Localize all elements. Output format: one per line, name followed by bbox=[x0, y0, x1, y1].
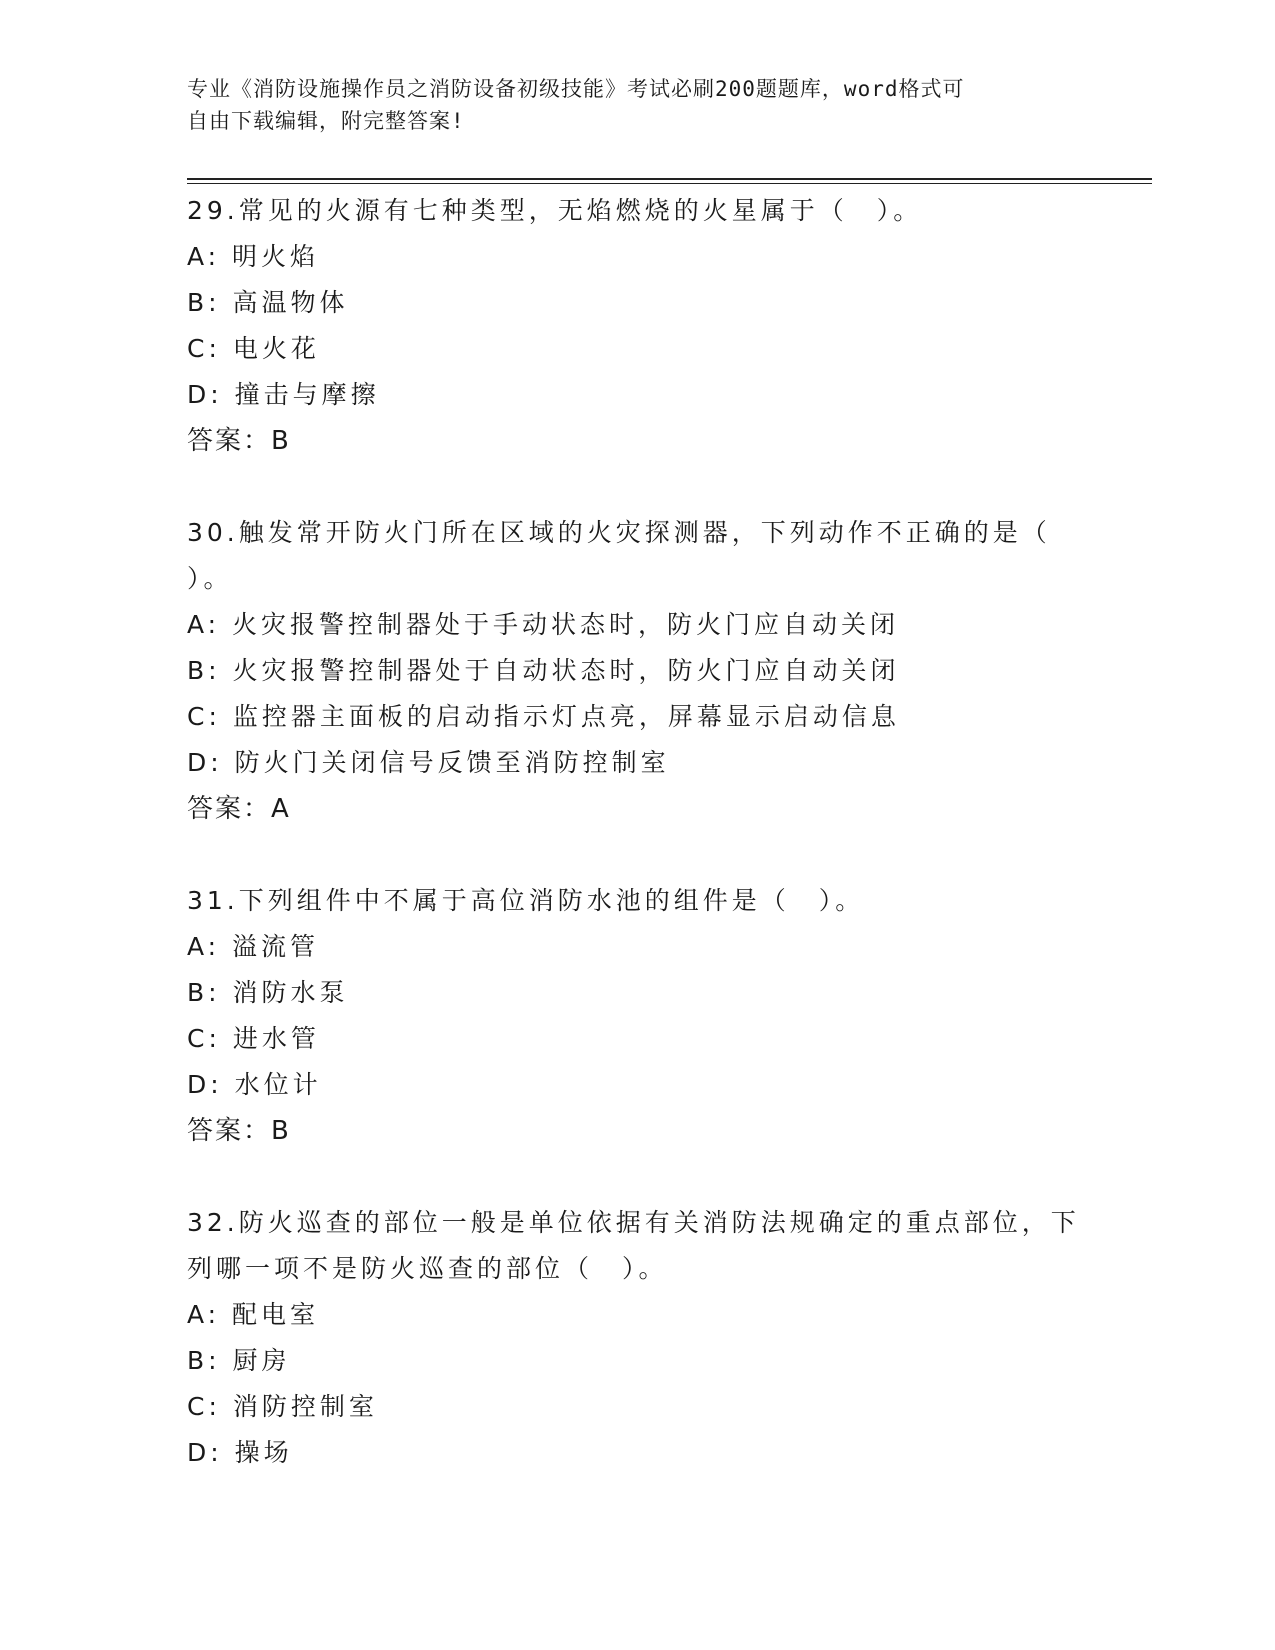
question-text: 32.防火巡查的部位一般是单位依据有关消防法规确定的重点部位，下 bbox=[187, 1208, 1080, 1237]
option-a: A: 火灾报警控制器处于手动状态时，防火门应自动关闭 bbox=[187, 610, 900, 639]
option-d: D: 水位计 bbox=[187, 1070, 322, 1099]
question-32 bbox=[187, 1200, 1087, 1476]
question-29 bbox=[187, 188, 1087, 464]
option-c: C: 监控器主面板的启动指示灯点亮，屏幕显示启动信息 bbox=[187, 702, 900, 731]
question-spacer bbox=[187, 1154, 1087, 1200]
option-d: D: 操场 bbox=[187, 1438, 293, 1467]
answer: 答案：B bbox=[187, 1116, 291, 1146]
option-a: A: 溢流管 bbox=[187, 932, 320, 961]
question-text-continued: ）。 bbox=[187, 564, 233, 593]
question-text: 29.常见的火源有七种类型，无焰燃烧的火星属于（ ）。 bbox=[187, 196, 923, 225]
answer: 答案：B bbox=[187, 426, 291, 456]
question-31 bbox=[187, 878, 1087, 1154]
option-b: B: 高温物体 bbox=[187, 288, 349, 317]
question-30 bbox=[187, 510, 1087, 832]
header-divider-thin bbox=[187, 183, 1152, 184]
option-c: C: 进水管 bbox=[187, 1024, 320, 1053]
header-divider bbox=[187, 178, 1152, 180]
option-c: C: 电火花 bbox=[187, 334, 320, 363]
option-d: D: 防火门关闭信号反馈至消防控制室 bbox=[187, 748, 670, 777]
question-text: 31.下列组件中不属于高位消防水池的组件是（ ）。 bbox=[187, 886, 865, 915]
option-c: C: 消防控制室 bbox=[187, 1392, 378, 1421]
question-text: 30.触发常开防火门所在区域的火灾探测器，下列动作不正确的是（ bbox=[187, 518, 1051, 547]
question-list bbox=[187, 188, 1087, 1476]
option-a: A: 明火焰 bbox=[187, 242, 320, 271]
header-line-1: 专业《消防设施操作员之消防设备初级技能》考试必刷200题题库，word格式可 bbox=[187, 77, 965, 101]
question-spacer bbox=[187, 832, 1087, 878]
answer: 答案：A bbox=[187, 794, 291, 824]
question-text-continued: 列哪一项不是防火巡查的部位（ ）。 bbox=[187, 1254, 668, 1283]
option-b: B: 消防水泵 bbox=[187, 978, 349, 1007]
option-d: D: 撞击与摩擦 bbox=[187, 380, 380, 409]
question-spacer bbox=[187, 464, 1087, 510]
option-a: A: 配电室 bbox=[187, 1300, 320, 1329]
document-header bbox=[187, 73, 1087, 137]
option-b: B: 厨房 bbox=[187, 1346, 291, 1375]
header-line-2: 自由下载编辑，附完整答案! bbox=[187, 109, 465, 133]
option-b: B: 火灾报警控制器处于自动状态时，防火门应自动关闭 bbox=[187, 656, 900, 685]
